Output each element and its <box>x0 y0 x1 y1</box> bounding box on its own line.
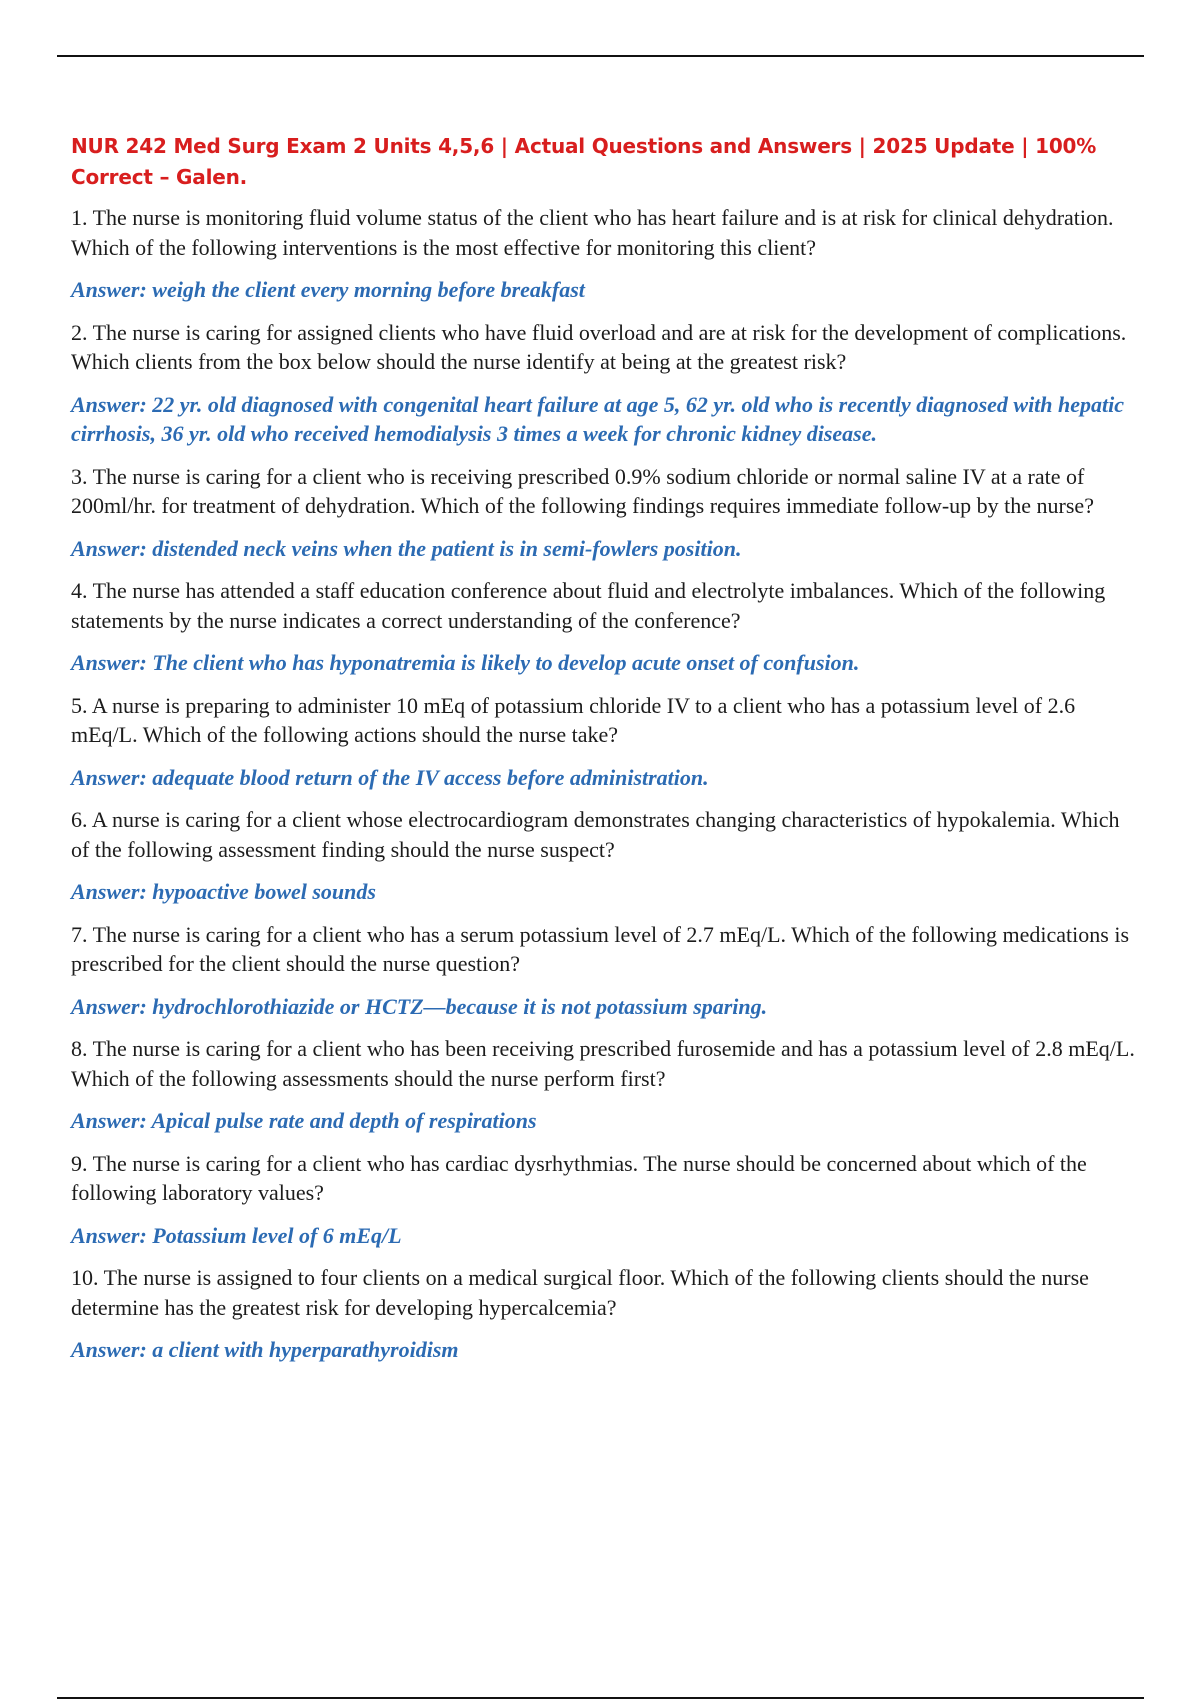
question-text: 1. The nurse is monitoring fluid volume status of the client who has heart failure and is at risk for clinical dehydration. Which of the following interventions is the most effective for monitoring this client? <box>71 205 1114 260</box>
answer-text: Answer: Potassium level of 6 mEq/L <box>71 1222 402 1248</box>
answer-text: Answer: adequate blood return of the IV access before administration. <box>71 764 709 790</box>
qa-item-6 <box>71 805 1136 907</box>
qa-item-10 <box>71 1263 1136 1365</box>
qa-item-1 <box>71 203 1136 305</box>
answer-text: Answer: weigh the client every morning before breakfast <box>71 277 585 302</box>
answer-text: Answer: hypoactive bowel sounds <box>71 879 376 904</box>
question-text: 4. The nurse has attended a staff education conference about fluid and electrolyte imbalances. Which of the following statements by the nurse indicates a correct understanding of the conference? <box>71 578 1106 633</box>
document-content <box>71 131 1136 1378</box>
qa-item-5 <box>71 691 1136 793</box>
answer-text: Answer: a client with hyperparathyroidism <box>71 1337 459 1362</box>
qa-item-2 <box>71 318 1136 449</box>
question-text: 8. The nurse is caring for a client who has been receiving prescribed furosemide and has a potassium level of 2.8 mEq/L. Which of the following assessments should the nurse perform first? <box>71 1036 1135 1091</box>
qa-item-7 <box>71 920 1136 1022</box>
answer-text: Answer: The client who has hyponatremia is likely to develop acute onset of confusion. <box>71 650 860 675</box>
qa-item-4 <box>71 576 1136 678</box>
answer-text: Answer: distended neck veins when the patient is in semi-fowlers position. <box>71 535 742 561</box>
answer-text: Answer: Apical pulse rate and depth of respirations <box>71 1108 537 1133</box>
qa-item-9 <box>71 1149 1136 1251</box>
question-text: 7. The nurse is caring for a client who has a serum potassium level of 2.7 mEq/L. Which of the following medications is prescribed for the client should the nurse question? <box>71 921 1130 976</box>
question-text: 6. A nurse is caring for a client whose electrocardiogram demonstrates changing characteristics of hypokalemia. Which of the following assessment finding should the nurse suspect? <box>71 807 1120 862</box>
footer-rule <box>57 1697 1144 1699</box>
question-text: 9. The nurse is caring for a client who has cardiac dysrhythmias. The nurse should be concerned about which of the following laboratory values? <box>71 1150 1087 1205</box>
question-text: 2. The nurse is caring for assigned clients who have fluid overload and are at risk for the development of complications. Which clients from the box below should the nurse identify at being at the greatest risk? <box>71 319 1127 374</box>
question-text: 10. The nurse is assigned to four clients on a medical surgical floor. Which of the following clients should the nurse determine has the greatest risk for developing hypercalcemia? <box>71 1265 1089 1320</box>
qa-item-3 <box>71 462 1136 564</box>
question-text: 5. A nurse is preparing to administer 10 mEq of potassium chloride IV to a client who has a potassium level of 2.6 mEq/L. Which of the following actions should the nurse take? <box>71 692 1076 747</box>
qa-item-8 <box>71 1034 1136 1136</box>
question-text: 3. The nurse is caring for a client who is receiving prescribed 0.9% sodium chloride or normal saline IV at a rate of 200ml/hr. for treatment of dehydration. Which of the following findings requires immediate follow-up by the nurse? <box>71 463 1094 518</box>
answer-text: Answer: 22 yr. old diagnosed with congenital heart failure at age 5, 62 yr. old who is recently diagnosed with hepatic cirrhosis, 36 yr. old who received hemodialysis 3 times a week for chronic kidney disease. <box>71 391 1125 446</box>
header-rule <box>57 55 1144 57</box>
answer-text: Answer: hydrochlorothiazide or HCTZ—because it is not potassium sparing. <box>71 993 768 1019</box>
document-title: NUR 242 Med Surg Exam 2 Units 4,5,6 | Actual Questions and Answers | 2025 Update | 100% Correct – Galen. <box>71 134 1097 189</box>
